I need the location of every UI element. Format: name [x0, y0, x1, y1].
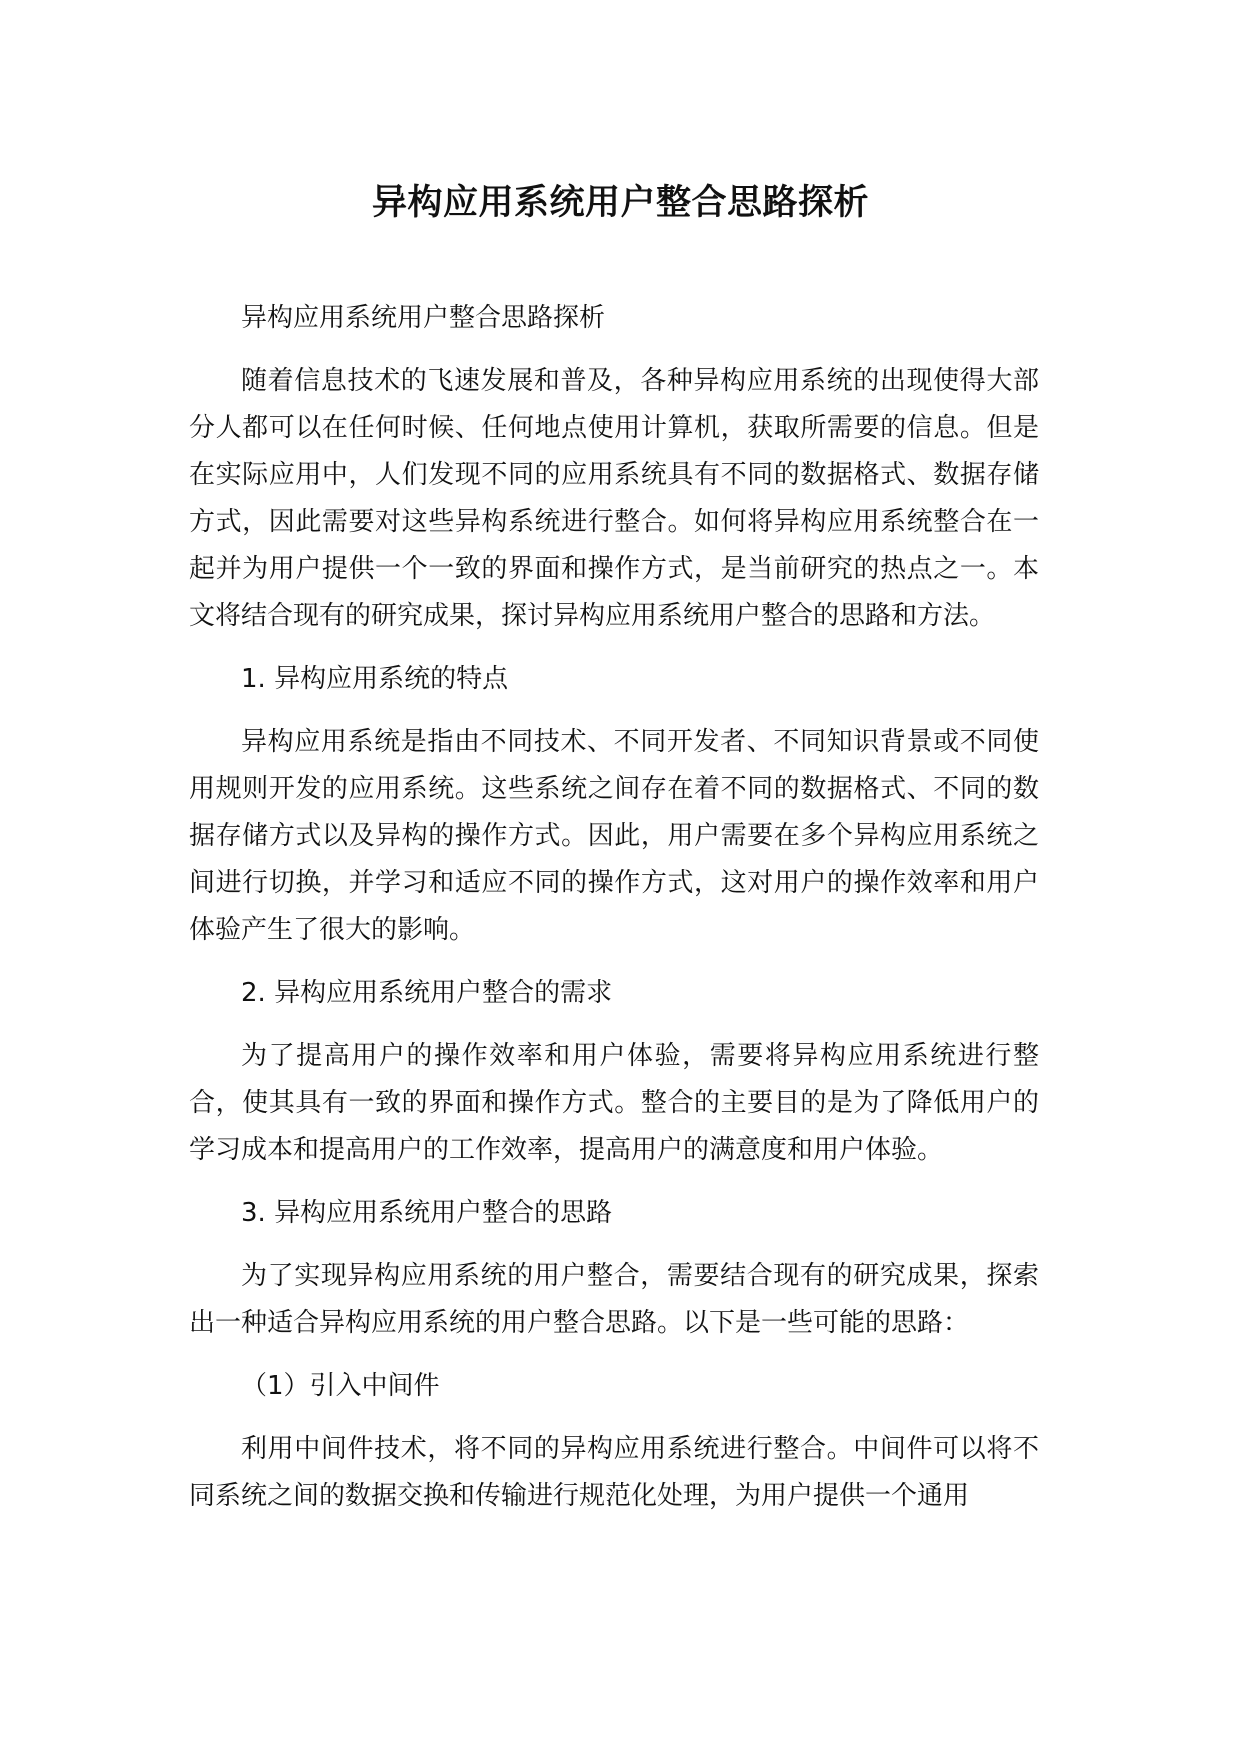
subtitle-paragraph: 异构应用系统用户整合思路探析 [241, 303, 606, 333]
section-1-paragraph: 异构应用系统是指由不同技术、不同开发者、不同知识背景或不同使用规则开发的应用系统。这些系统之间存在着不同的数据格式、不同的数据存储方式以及异构的操作方式。因此，用户需要在多个异构应用系统之间进行切换，并学习和适应不同的操作方式，这对用户的操作效率和用户体验产生了很大的影响。 [189, 727, 1039, 945]
section-heading-3: 3. 异构应用系统用户整合的思路 [241, 1198, 613, 1228]
document-title: 异构应用系统用户整合思路探析 [371, 183, 869, 223]
section-heading-1: 1. 异构应用系统的特点 [241, 664, 509, 694]
intro-paragraph: 随着信息技术的飞速发展和普及，各种异构应用系统的出现使得大部分人都可以在任何时候、任何地点使用计算机，获取所需要的信息。但是在实际应用中，人们发现不同的应用系统具有不同的数据格式、数据存储方式，因此需要对这些异构系统进行整合。如何将异构应用系统整合在一起并为用户提供一个一致的界面和操作方式，是当前研究的热点之一。本文将结合现有的研究成果，探讨异构应用系统用户整合的思路和方法。 [189, 366, 1039, 631]
subsection-heading-1: （1）引入中间件 [241, 1371, 440, 1401]
section-2-paragraph: 为了提高用户的操作效率和用户体验，需要将异构应用系统进行整合，使其具有一致的界面和操作方式。整合的主要目的是为了降低用户的学习成本和提高用户的工作效率，提高用户的满意度和用户体验。 [189, 1041, 1039, 1165]
subsection-1-paragraph: 利用中间件技术，将不同的异构应用系统进行整合。中间件可以将不同系统之间的数据交换和传输进行规范化处理，为用户提供一个通用 [189, 1434, 1039, 1511]
section-heading-2: 2. 异构应用系统用户整合的需求 [241, 978, 613, 1008]
section-3-paragraph: 为了实现异构应用系统的用户整合，需要结合现有的研究成果，探索出一种适合异构应用系统的用户整合思路。以下是一些可能的思路： [189, 1261, 1039, 1338]
document-body [189, 295, 1039, 1536]
